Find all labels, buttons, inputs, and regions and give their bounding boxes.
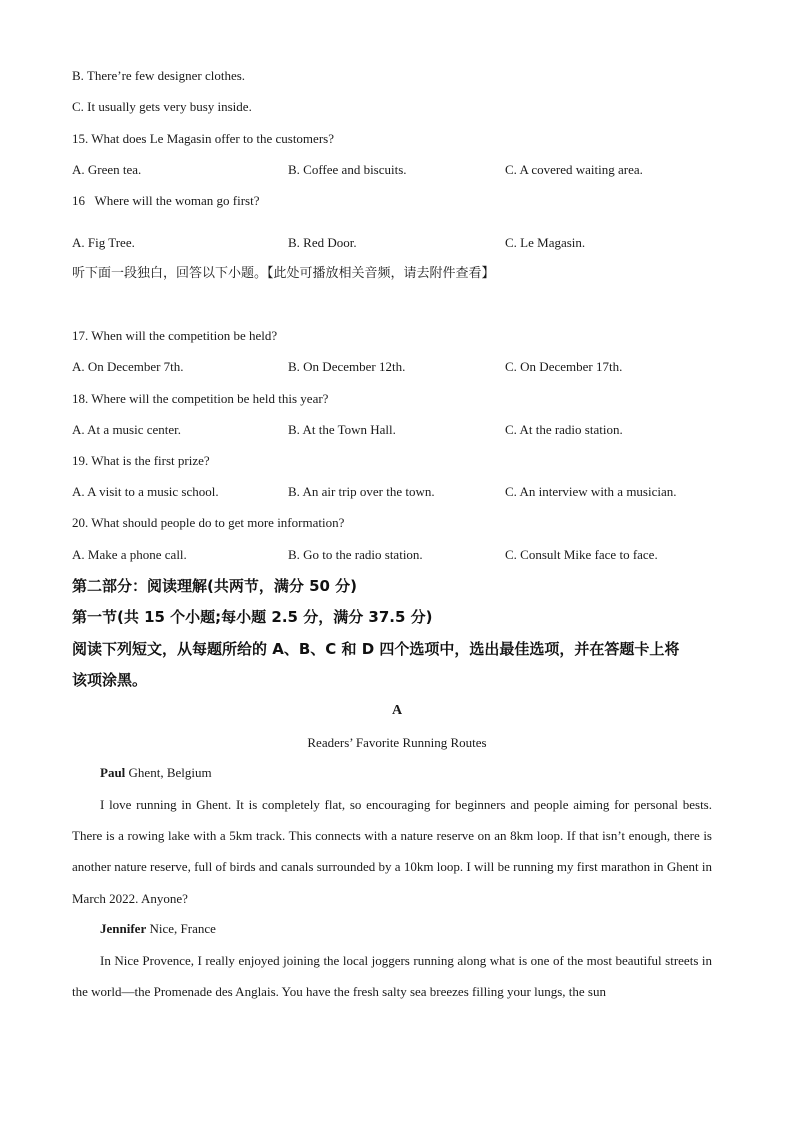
q15-question: 15. What does Le Magasin offer to the customers? bbox=[72, 131, 334, 146]
q15-option-a: A. Green tea. bbox=[72, 162, 142, 177]
reader2-header bbox=[100, 921, 216, 937]
reader2-name: Jennifer bbox=[100, 921, 147, 936]
q20-option-c: C. Consult Mike face to face. bbox=[505, 547, 658, 562]
q16-question: 16 Where will the woman go first? bbox=[72, 193, 260, 208]
q17-option-b: B. On December 12th. bbox=[288, 359, 406, 374]
reader1-place: Ghent, Belgium bbox=[125, 765, 212, 780]
reader2-paragraph bbox=[72, 945, 712, 1007]
q17-option-a: A. On December 7th. bbox=[72, 359, 184, 374]
reader1-header bbox=[100, 765, 212, 781]
passage-letter: A bbox=[391, 703, 403, 718]
q17-option-c: C. On December 17th. bbox=[505, 359, 623, 374]
q20-option-a: A. Make a phone call. bbox=[72, 547, 187, 562]
q19-question: 19. What is the first prize? bbox=[72, 453, 210, 468]
section2-subheading: 第一节(共 15 个小题;每小题 2.5 分，满分 37.5 分) bbox=[72, 608, 433, 626]
section2-instruction-line2: 该项涂黑。 bbox=[72, 671, 148, 689]
reader2-text: In Nice Provence, I really enjoyed joining the local joggers running along what is one of the most beautiful streets in the world—the Promenade des Anglais. You have the fresh salty sea breezes filling your lungs, the sun bbox=[72, 953, 712, 1000]
monologue-instruction: 听下面一段独白，回答以下小题。【此处可播放相关音频，请去附件查看】 bbox=[72, 266, 495, 281]
reader2-place: Nice, France bbox=[146, 921, 216, 936]
q15-option-c: C. A covered waiting area. bbox=[505, 162, 643, 177]
q19-option-b: B. An air trip over the town. bbox=[288, 484, 435, 499]
reader1-text: I love running in Ghent. It is completely flat, so encouraging for beginners and people aiming for personal bests. There is a rowing lake with a 5km track. This connects with a nature reserve on an 8km loop. If that isn’t enough, there is another nature reserve, full of birds and canals surrounded by a 10km loop. I will be running my first marathon in Ghent in March 2022. Anyone? bbox=[72, 797, 712, 906]
q16-option-c: C. Le Magasin. bbox=[505, 235, 586, 250]
q16-option-b: B. Red Door. bbox=[288, 235, 357, 250]
q20-question: 20. What should people do to get more information? bbox=[72, 515, 345, 530]
q19-option-a: A. A visit to a music school. bbox=[72, 484, 219, 499]
q16-option-a: A. Fig Tree. bbox=[72, 235, 135, 250]
q18-option-a: A. At a music center. bbox=[72, 422, 182, 437]
q19-option-c: C. An interview with a musician. bbox=[505, 484, 677, 499]
q18-option-c: C. At the radio station. bbox=[505, 422, 623, 437]
passage-title: Readers’ Favorite Running Routes bbox=[307, 735, 487, 750]
q15-option-b: B. Coffee and biscuits. bbox=[288, 162, 407, 177]
q18-option-b: B. At the Town Hall. bbox=[288, 422, 396, 437]
section2-heading: 第二部分：阅读理解(共两节，满分 50 分) bbox=[72, 577, 358, 595]
reader1-name: Paul bbox=[100, 765, 126, 780]
section2-instruction-line1: 阅读下列短文，从每题所给的 A、B、C 和 D 四个选项中，选出最佳选项，并在答题卡上将 bbox=[72, 640, 680, 658]
q17-question: 17. When will the competition be held? bbox=[72, 328, 278, 343]
reader1-paragraph bbox=[72, 789, 712, 914]
q14-option-b: B. There’re few designer clothes. bbox=[72, 68, 246, 83]
q18-question: 18. Where will the competition be held this year? bbox=[72, 391, 329, 406]
q20-option-b: B. Go to the radio station. bbox=[288, 547, 423, 562]
q14-option-c: C. It usually gets very busy inside. bbox=[72, 99, 252, 114]
